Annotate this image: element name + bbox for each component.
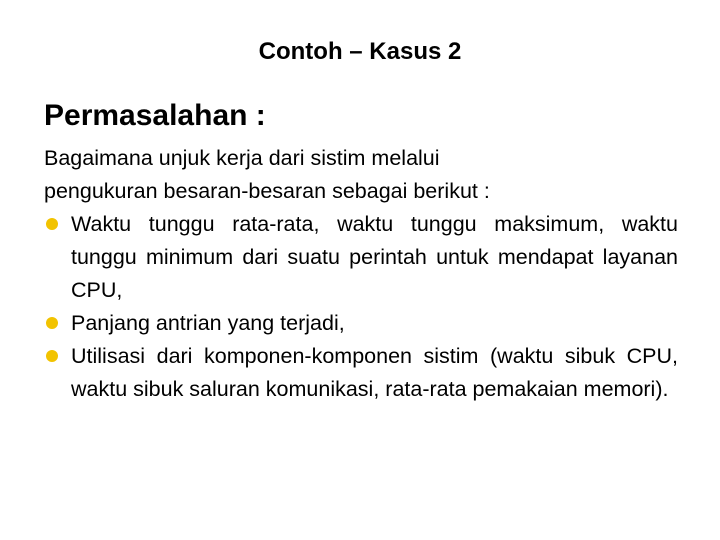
body-text [44,142,678,406]
bullet-item [44,208,678,307]
bullet-item [44,307,678,340]
bullet-dot-icon [46,350,58,362]
slide-title: Contoh – Kasus 2 [258,38,462,65]
bullet-text: Panjang antrian yang terjadi, [71,311,345,335]
bullet-item [44,340,678,406]
bullet-dot-icon [46,317,58,329]
bullet-text: Waktu tunggu rata-rata, waktu tunggu maksimum, waktu tunggu minimum dari suatu perintah untuk mendapat layanan CPU, [71,212,678,302]
bullet-list [44,208,678,406]
intro-line: pengukuran besaran-besaran sebagai berikut : [44,179,490,203]
intro-line: Bagaimana unjuk kerja dari sistim melalui [44,146,440,170]
bullet-text: Utilisasi dari komponen-komponen sistim (waktu sibuk CPU, waktu sibuk saluran komunikasi, rata-rata pemakaian memori). [71,344,678,401]
section-heading: Permasalahan : [44,99,266,132]
bullet-dot-icon [46,218,58,230]
